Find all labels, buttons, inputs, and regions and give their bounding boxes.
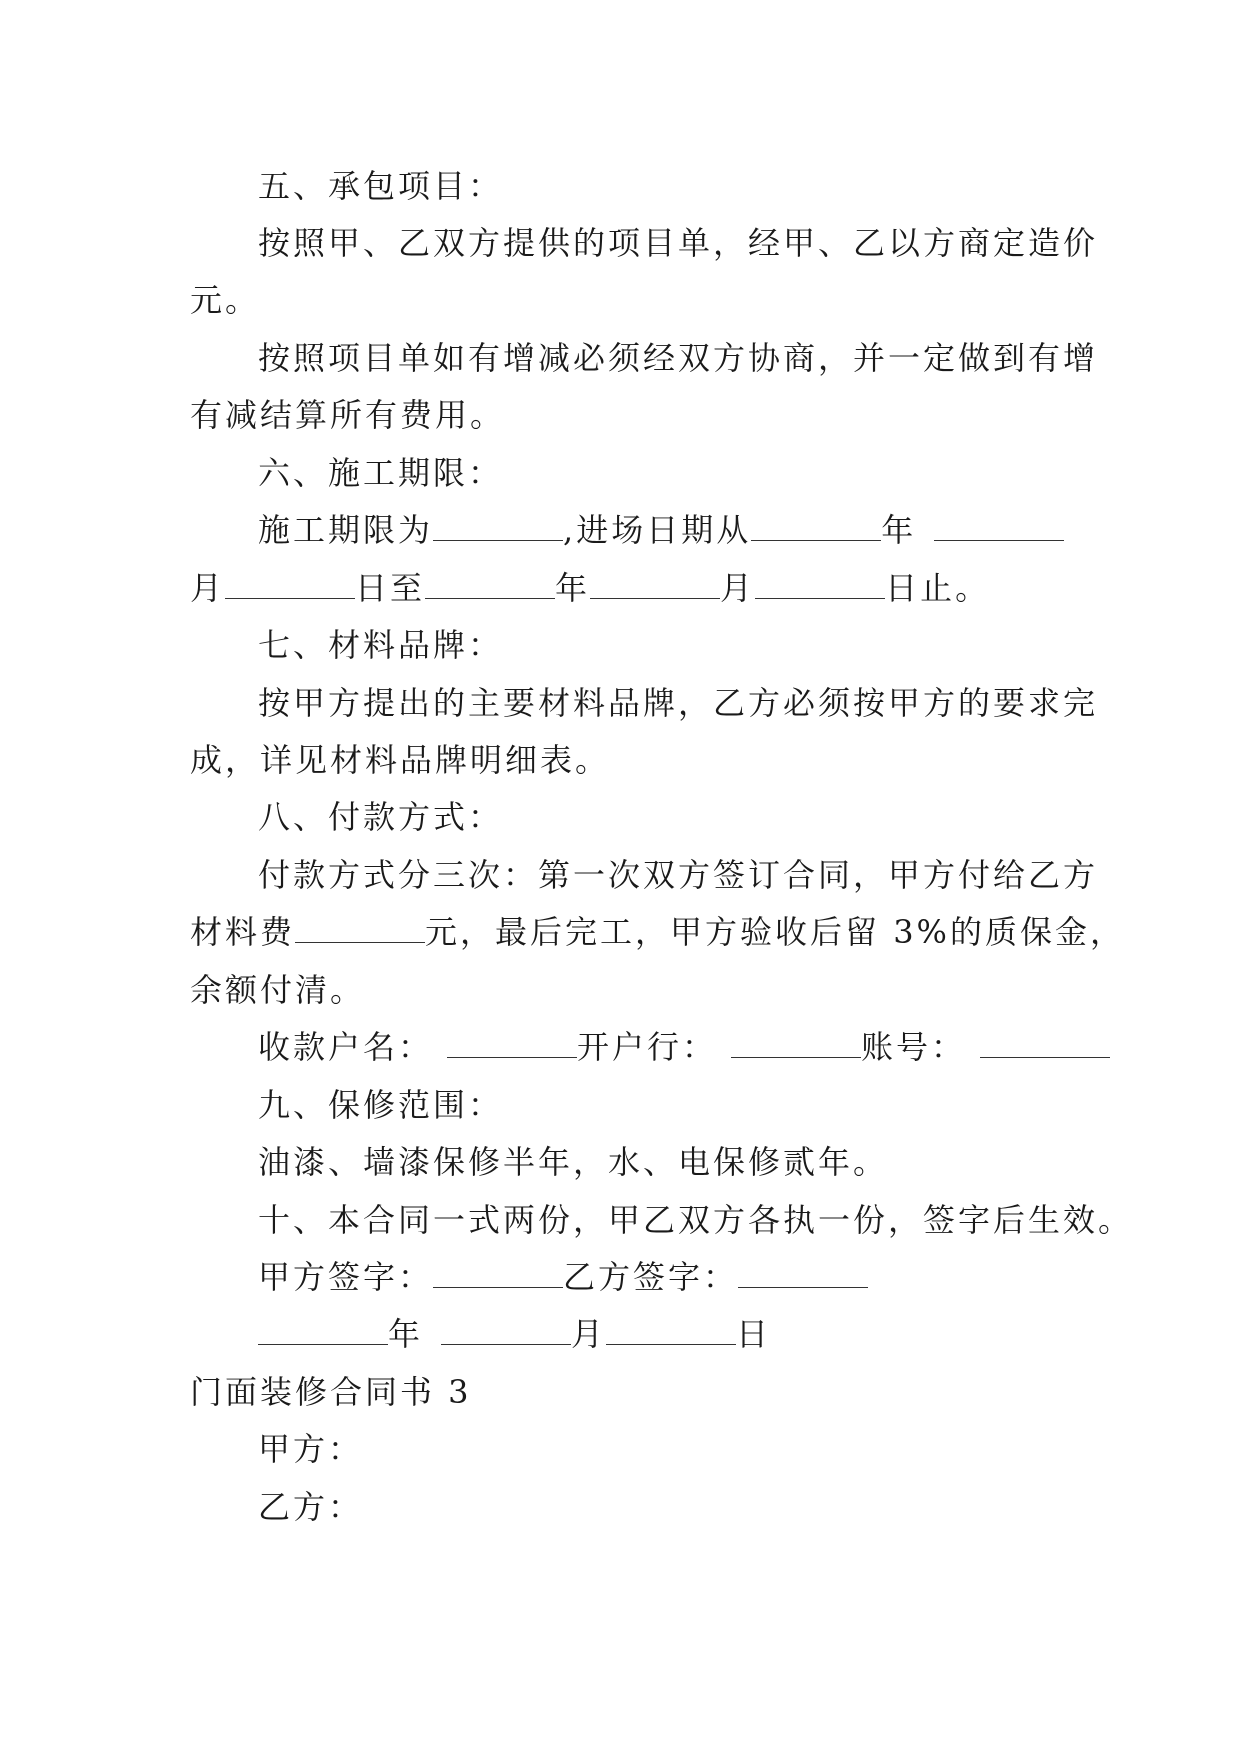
section5-p1-line1: 按照甲、乙双方提供的项目单，经甲、乙以方商定造价 (258, 224, 1099, 262)
sign-month-blank (441, 1314, 571, 1345)
day-to-label: 日至 (355, 569, 426, 607)
material-fee-label: 材料费 (190, 913, 296, 951)
sign-date-line (258, 1314, 771, 1354)
party-b-sign-label: 乙方签字： (563, 1258, 739, 1296)
month-label: 月 (190, 569, 226, 607)
sign-day-blank (606, 1314, 736, 1345)
duration-blank (433, 510, 563, 541)
account-line (258, 1027, 1110, 1067)
payment-terms-text: 元，最后完工，甲方验收后留 3%的质保金， (425, 913, 1125, 951)
section5-heading: 五、承包项目： (258, 167, 504, 205)
start-day-blank (225, 568, 355, 599)
section5-p2-line1: 按照项目单如有增减必须经双方协商，并一定做到有增 (258, 339, 1099, 377)
payee-blank (447, 1027, 577, 1058)
section8-heading: 八、付款方式： (258, 798, 504, 836)
section6-line1 (258, 510, 1064, 550)
section7-heading: 七、材料品牌： (258, 626, 504, 664)
start-month-blank (934, 510, 1064, 541)
section6-line2 (190, 568, 990, 608)
account-no-label: 账号： (861, 1028, 967, 1066)
end-day-blank (755, 568, 885, 599)
end-month-blank (590, 568, 720, 599)
end-year-blank (425, 568, 555, 599)
material-fee-blank (295, 912, 425, 943)
sign-month-label: 月 (571, 1315, 607, 1353)
account-no-blank (980, 1027, 1110, 1058)
party-b-label: 乙方： (258, 1488, 364, 1526)
section8-line1: 付款方式分三次：第一次双方签订合同，甲方付给乙方 (258, 856, 1099, 894)
signature-line (258, 1257, 868, 1297)
end-year-label: 年 (555, 569, 591, 607)
next-doc-title: 门面装修合同书 3 (190, 1373, 472, 1411)
bank-label: 开户行： (577, 1028, 718, 1066)
section5-p1-line2: 元。 (190, 281, 261, 319)
section7-line2: 成，详见材料品牌明细表。 (190, 741, 611, 779)
end-month-label: 月 (720, 569, 756, 607)
section10-line1: 十、本合同一式两份，甲乙双方各执一份，签字后生效。 (258, 1201, 1134, 1239)
start-year-blank (751, 510, 881, 541)
entry-date-label: ,进场日期从 (563, 511, 752, 549)
year-label: 年 (881, 511, 917, 549)
payee-label: 收款户名： (258, 1028, 434, 1066)
duration-label: 施工期限为 (258, 511, 434, 549)
section9-line1: 油漆、墙漆保修半年，水、电保修贰年。 (258, 1143, 889, 1181)
party-a-sign-label: 甲方签字： (258, 1258, 434, 1296)
section6-heading: 六、施工期限： (258, 454, 504, 492)
section8-line3: 余额付清。 (190, 971, 366, 1009)
party-a-sign-blank (433, 1257, 563, 1288)
sign-year-label: 年 (388, 1315, 424, 1353)
section7-line1: 按甲方提出的主要材料品牌，乙方必须按甲方的要求完 (258, 684, 1099, 722)
end-day-label: 日止。 (885, 569, 991, 607)
sign-day-label: 日 (736, 1315, 772, 1353)
sign-year-blank (258, 1314, 388, 1345)
bank-blank (731, 1027, 861, 1058)
section5-p2-line2: 有减结算所有费用。 (190, 396, 506, 434)
section8-line2 (190, 912, 1125, 952)
section9-heading: 九、保修范围： (258, 1086, 504, 1124)
party-a-label: 甲方： (258, 1430, 364, 1468)
party-b-sign-blank (738, 1257, 868, 1288)
